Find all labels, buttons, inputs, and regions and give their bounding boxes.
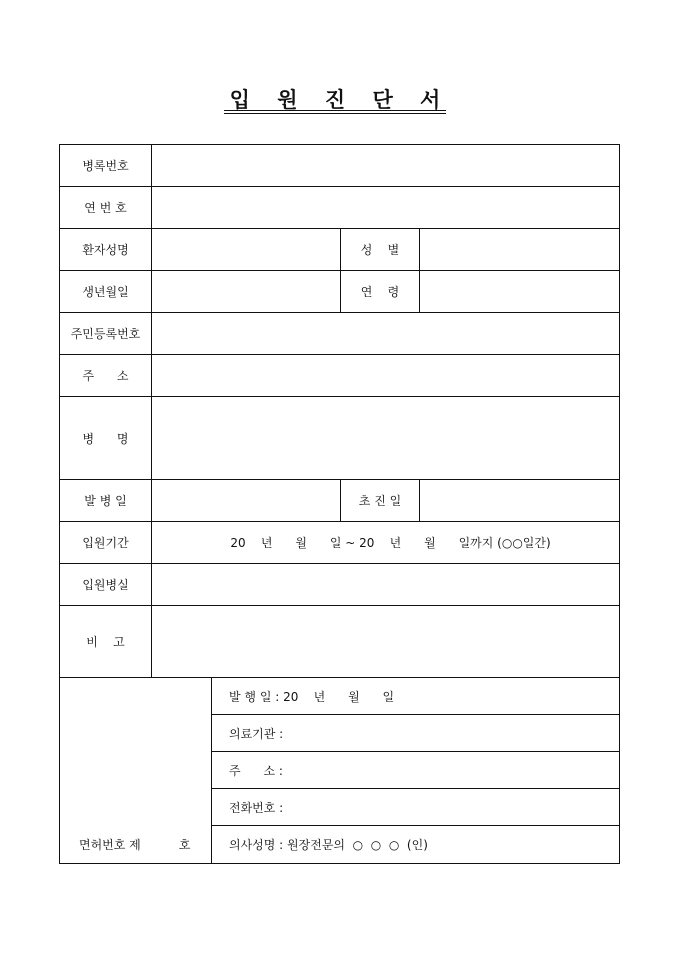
row-remarks (60, 606, 619, 678)
phone-row[interactable]: 전화번호 : (212, 789, 619, 826)
serial-no-label: 연 번 호 (60, 187, 152, 228)
address-label: 주 소 (60, 355, 152, 396)
issue-date-row[interactable]: 발 행 일 : 20 년 월 일 (212, 678, 619, 715)
row-address (60, 355, 619, 397)
patient-name-field[interactable] (152, 229, 340, 270)
row-disease (60, 397, 619, 480)
issuer-section (60, 678, 619, 863)
first-visit-field[interactable] (420, 480, 619, 521)
doctor-row (60, 826, 619, 863)
issuer-address-row[interactable]: 주 소 : (212, 752, 619, 789)
title-underline-top (224, 110, 446, 111)
onset-date-field[interactable] (152, 480, 340, 521)
address-field[interactable] (152, 355, 619, 396)
document-title: 입 원 진 단 서 (229, 87, 451, 112)
birth-date-label: 생년월일 (60, 271, 152, 312)
remarks-label: 비 고 (60, 606, 152, 677)
row-patient-name (60, 229, 619, 271)
onset-date-label: 발 병 일 (60, 480, 152, 521)
serial-no-field[interactable] (152, 187, 619, 228)
title-underline-bottom (224, 113, 446, 114)
remarks-field[interactable] (152, 606, 619, 677)
resident-no-label: 주민등록번호 (60, 313, 152, 354)
ward-room-field[interactable] (152, 564, 619, 605)
admission-form-table (59, 144, 620, 864)
ward-no-field[interactable] (152, 145, 619, 186)
ward-no-label: 병록번호 (60, 145, 152, 186)
issuer-info-rows (212, 678, 619, 826)
patient-name-label: 환자성명 (60, 229, 152, 270)
disease-label: 병 명 (60, 397, 152, 479)
license-number-cell[interactable]: 면허번호 제 호 (60, 826, 212, 863)
row-ward-no (60, 145, 619, 187)
row-ward-room (60, 564, 619, 606)
row-resident-no (60, 313, 619, 355)
row-birth-date (60, 271, 619, 313)
doctor-name-cell[interactable]: 의사성명 : 원장전문의 ○ ○ ○ (인) (229, 838, 428, 852)
row-serial-no (60, 187, 619, 229)
admission-period-label: 입원기간 (60, 522, 152, 563)
issuer-blank-cell (60, 678, 212, 826)
first-visit-label: 초 진 일 (340, 480, 420, 521)
birth-date-field[interactable] (152, 271, 340, 312)
admission-period-value[interactable]: 20 년 월 일 ~ 20 년 월 일까지 (○○일간) (230, 536, 551, 550)
age-label: 연 령 (340, 271, 420, 312)
ward-room-label: 입원병실 (60, 564, 152, 605)
sex-label: 성 별 (340, 229, 420, 270)
row-admission-period (60, 522, 619, 564)
sex-field[interactable] (420, 229, 619, 270)
disease-field[interactable] (152, 397, 619, 479)
row-onset-date (60, 480, 619, 522)
age-field[interactable] (420, 271, 619, 312)
institution-row[interactable]: 의료기관 : (212, 715, 619, 752)
resident-no-field[interactable] (152, 313, 619, 354)
